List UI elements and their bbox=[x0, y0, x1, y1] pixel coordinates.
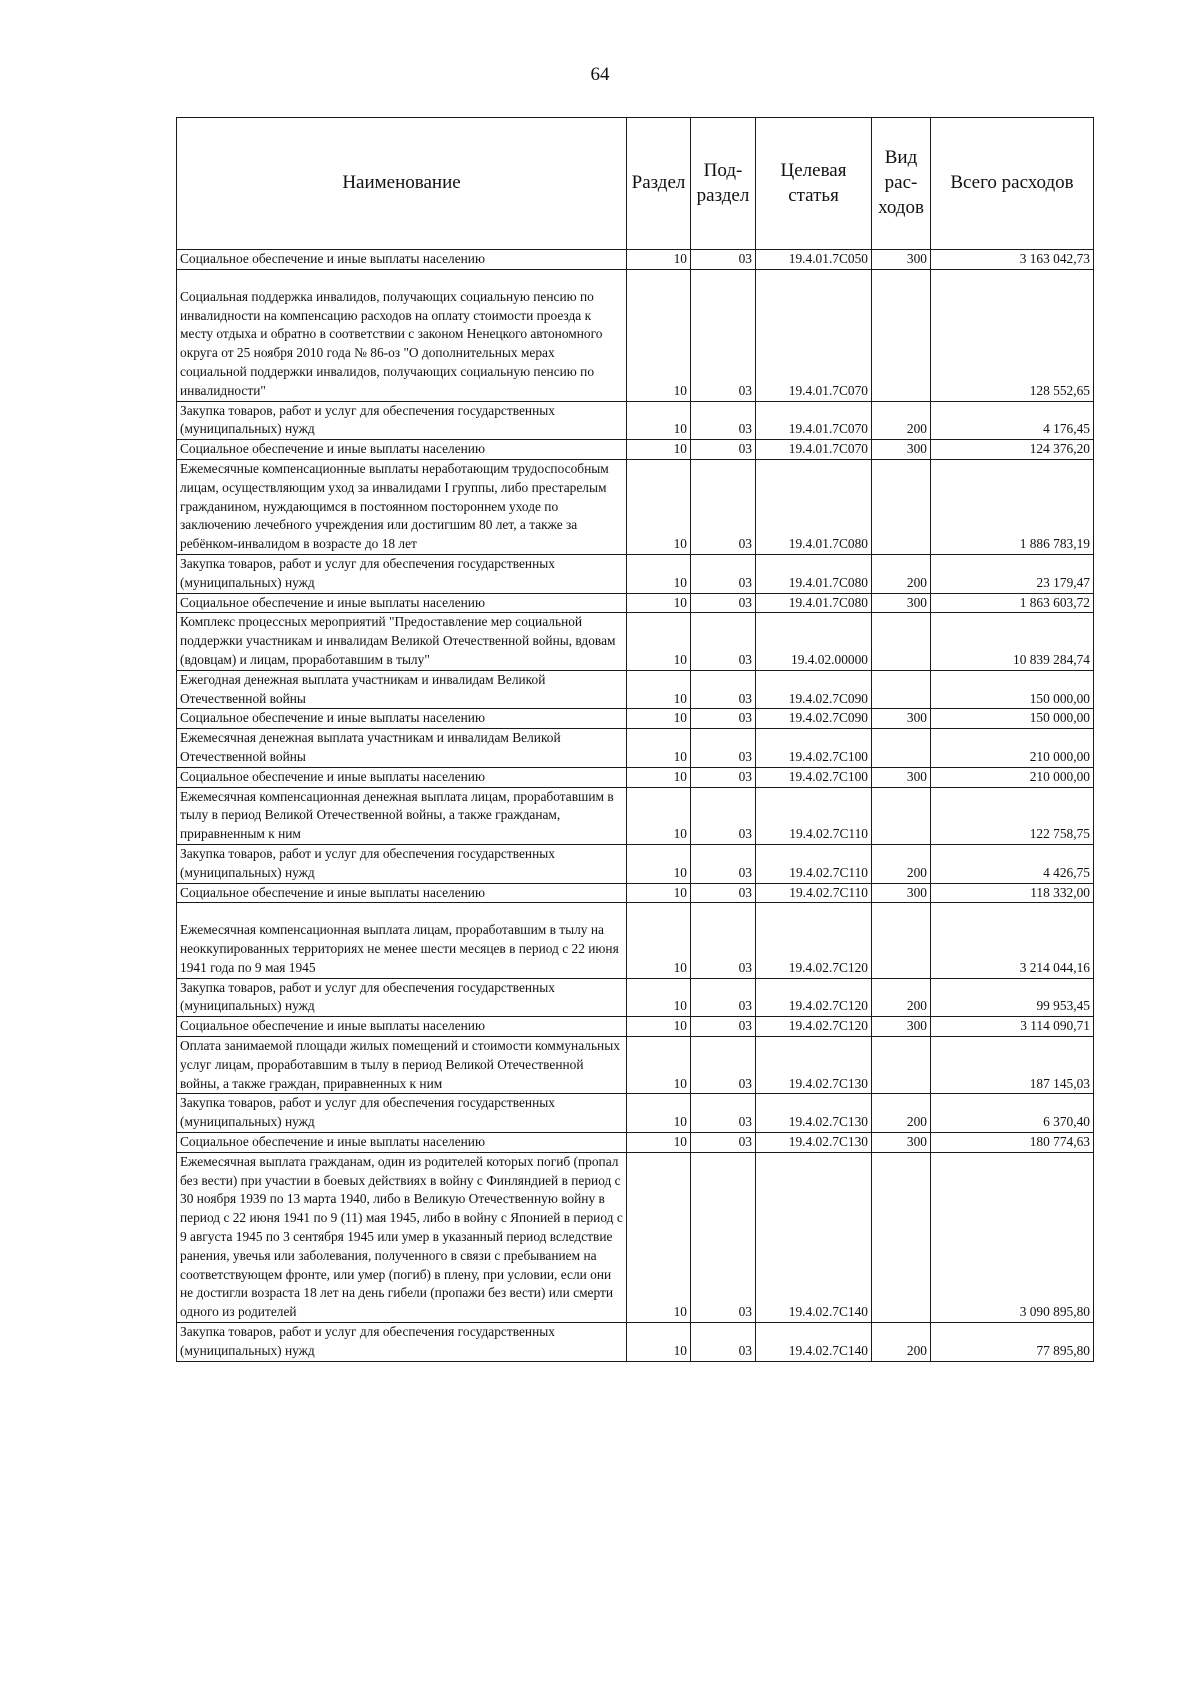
row-total: 10 839 284,74 bbox=[931, 613, 1094, 670]
row-subsection: 03 bbox=[691, 1152, 756, 1322]
row-target-article: 19.4.02.00000 bbox=[756, 613, 872, 670]
row-section: 10 bbox=[627, 593, 691, 613]
row-subsection: 03 bbox=[691, 729, 756, 768]
table-row bbox=[177, 670, 1094, 709]
row-expense-kind bbox=[872, 729, 931, 768]
row-total: 4 426,75 bbox=[931, 844, 1094, 883]
row-expense-kind: 300 bbox=[872, 1133, 931, 1153]
row-subsection: 03 bbox=[691, 440, 756, 460]
row-total: 122 758,75 bbox=[931, 787, 1094, 844]
row-total: 128 552,65 bbox=[931, 269, 1094, 401]
table-row bbox=[177, 593, 1094, 613]
row-section: 10 bbox=[627, 401, 691, 440]
row-section: 10 bbox=[627, 1094, 691, 1133]
table-header-row bbox=[177, 118, 1094, 250]
row-subsection: 03 bbox=[691, 459, 756, 554]
row-name: Социальное обеспечение и иные выплаты населению bbox=[177, 1017, 627, 1037]
row-name: Закупка товаров, работ и услуг для обеспечения государственных (муниципальных) нужд bbox=[177, 844, 627, 883]
row-section: 10 bbox=[627, 903, 691, 978]
row-total: 1 863 603,72 bbox=[931, 593, 1094, 613]
row-expense-kind bbox=[872, 269, 931, 401]
table-row bbox=[177, 1037, 1094, 1094]
row-subsection: 03 bbox=[691, 269, 756, 401]
row-subsection: 03 bbox=[691, 978, 756, 1017]
table-row bbox=[177, 1152, 1094, 1322]
row-target-article: 19.4.02.7С110 bbox=[756, 787, 872, 844]
table-row bbox=[177, 767, 1094, 787]
row-target-article: 19.4.01.7С050 bbox=[756, 250, 872, 270]
row-expense-kind: 200 bbox=[872, 1094, 931, 1133]
header-expense-kind: Вид рас-ходов bbox=[872, 118, 931, 250]
row-total: 210 000,00 bbox=[931, 767, 1094, 787]
table-row bbox=[177, 883, 1094, 903]
row-target-article: 19.4.02.7С130 bbox=[756, 1037, 872, 1094]
row-expense-kind bbox=[872, 1037, 931, 1094]
row-expense-kind: 200 bbox=[872, 401, 931, 440]
header-subsection: Под-раздел bbox=[691, 118, 756, 250]
row-expense-kind bbox=[872, 1152, 931, 1322]
row-name: Социальное обеспечение и иные выплаты населению bbox=[177, 709, 627, 729]
row-expense-kind: 300 bbox=[872, 767, 931, 787]
row-section: 10 bbox=[627, 1152, 691, 1322]
row-subsection: 03 bbox=[691, 883, 756, 903]
row-target-article: 19.4.02.7С140 bbox=[756, 1323, 872, 1362]
row-name: Ежемесячная компенсационная выплата лицам, проработавшим в тылу на неоккупированных территориях не менее шести месяцев в период с 22 июня 1941 года по 9 мая 1945 bbox=[177, 903, 627, 978]
row-total: 3 163 042,73 bbox=[931, 250, 1094, 270]
row-expense-kind: 200 bbox=[872, 844, 931, 883]
row-subsection: 03 bbox=[691, 1323, 756, 1362]
row-expense-kind bbox=[872, 459, 931, 554]
table-row bbox=[177, 1094, 1094, 1133]
row-name: Ежегодная денежная выплата участникам и инвалидам Великой Отечественной войны bbox=[177, 670, 627, 709]
row-target-article: 19.4.02.7С130 bbox=[756, 1094, 872, 1133]
header-section: Раздел bbox=[627, 118, 691, 250]
row-section: 10 bbox=[627, 1017, 691, 1037]
row-total: 118 332,00 bbox=[931, 883, 1094, 903]
row-subsection: 03 bbox=[691, 670, 756, 709]
table-row bbox=[177, 787, 1094, 844]
row-name: Закупка товаров, работ и услуг для обеспечения государственных (муниципальных) нужд bbox=[177, 401, 627, 440]
table-row bbox=[177, 250, 1094, 270]
table-row bbox=[177, 709, 1094, 729]
table-row bbox=[177, 1017, 1094, 1037]
row-total: 77 895,80 bbox=[931, 1323, 1094, 1362]
row-section: 10 bbox=[627, 844, 691, 883]
row-total: 3 090 895,80 bbox=[931, 1152, 1094, 1322]
row-expense-kind: 300 bbox=[872, 883, 931, 903]
row-subsection: 03 bbox=[691, 401, 756, 440]
row-expense-kind bbox=[872, 670, 931, 709]
row-total: 1 886 783,19 bbox=[931, 459, 1094, 554]
row-target-article: 19.4.02.7С120 bbox=[756, 1017, 872, 1037]
table-body bbox=[177, 250, 1094, 1362]
row-section: 10 bbox=[627, 787, 691, 844]
row-total: 187 145,03 bbox=[931, 1037, 1094, 1094]
row-target-article: 19.4.02.7С100 bbox=[756, 767, 872, 787]
row-subsection: 03 bbox=[691, 844, 756, 883]
page-number: 64 bbox=[590, 64, 610, 85]
row-section: 10 bbox=[627, 1323, 691, 1362]
row-target-article: 19.4.02.7С120 bbox=[756, 978, 872, 1017]
table-row bbox=[177, 554, 1094, 593]
row-total: 150 000,00 bbox=[931, 670, 1094, 709]
row-expense-kind: 200 bbox=[872, 978, 931, 1017]
row-expense-kind: 300 bbox=[872, 1017, 931, 1037]
row-name: Комплекс процессных мероприятий "Предоставление мер социальной поддержки участникам и инвалидам Великой Отечественной войны, вдовам (вдовцам) и лицам, проработавшим в тылу" bbox=[177, 613, 627, 670]
row-total: 3 214 044,16 bbox=[931, 903, 1094, 978]
table-row bbox=[177, 729, 1094, 768]
header-total: Всего расходов bbox=[931, 118, 1094, 250]
row-subsection: 03 bbox=[691, 767, 756, 787]
row-subsection: 03 bbox=[691, 1133, 756, 1153]
row-name: Закупка товаров, работ и услуг для обеспечения государственных (муниципальных) нужд bbox=[177, 978, 627, 1017]
row-section: 10 bbox=[627, 883, 691, 903]
row-subsection: 03 bbox=[691, 787, 756, 844]
row-subsection: 03 bbox=[691, 1037, 756, 1094]
row-total: 6 370,40 bbox=[931, 1094, 1094, 1133]
row-section: 10 bbox=[627, 1037, 691, 1094]
row-name: Оплата занимаемой площади жилых помещений и стоимости коммунальных услуг лицам, проработавшим в тылу в период Великой Отечественной войны, а также граждан, приравненных к ним bbox=[177, 1037, 627, 1094]
row-target-article: 19.4.02.7С120 bbox=[756, 903, 872, 978]
row-total: 150 000,00 bbox=[931, 709, 1094, 729]
table-row bbox=[177, 1133, 1094, 1153]
row-target-article: 19.4.02.7С090 bbox=[756, 670, 872, 709]
row-subsection: 03 bbox=[691, 250, 756, 270]
row-total: 23 179,47 bbox=[931, 554, 1094, 593]
row-section: 10 bbox=[627, 613, 691, 670]
budget-table bbox=[176, 117, 1094, 1362]
row-expense-kind: 300 bbox=[872, 250, 931, 270]
table-row bbox=[177, 459, 1094, 554]
row-total: 3 114 090,71 bbox=[931, 1017, 1094, 1037]
row-name: Ежемесячные компенсационные выплаты неработающим трудоспособным лицам, осуществляющим уход за инвалидами I группы, либо престарелым гражданином, нуждающимся в постоянном постороннем уходе по заключению лечебного учреждения или достигшим 80 лет, а также за ребёнком-инвалидом в возрасте до 18 лет bbox=[177, 459, 627, 554]
row-expense-kind bbox=[872, 613, 931, 670]
row-name: Закупка товаров, работ и услуг для обеспечения государственных (муниципальных) нужд bbox=[177, 554, 627, 593]
row-section: 10 bbox=[627, 459, 691, 554]
row-target-article: 19.4.02.7С100 bbox=[756, 729, 872, 768]
row-section: 10 bbox=[627, 729, 691, 768]
row-section: 10 bbox=[627, 250, 691, 270]
table-row bbox=[177, 401, 1094, 440]
table-row bbox=[177, 269, 1094, 401]
row-name: Ежемесячная компенсационная денежная выплата лицам, проработавшим в тылу в период Великой Отечественной войны, а также гражданам, приравненным к ним bbox=[177, 787, 627, 844]
row-name: Закупка товаров, работ и услуг для обеспечения государственных (муниципальных) нужд bbox=[177, 1323, 627, 1362]
row-name: Социальное обеспечение и иные выплаты населению bbox=[177, 1133, 627, 1153]
row-target-article: 19.4.02.7С140 bbox=[756, 1152, 872, 1322]
row-section: 10 bbox=[627, 709, 691, 729]
row-subsection: 03 bbox=[691, 593, 756, 613]
row-target-article: 19.4.02.7С130 bbox=[756, 1133, 872, 1153]
table-row bbox=[177, 1323, 1094, 1362]
row-name: Социальное обеспечение и иные выплаты населению bbox=[177, 593, 627, 613]
row-expense-kind: 300 bbox=[872, 709, 931, 729]
row-name: Ежемесячная денежная выплата участникам и инвалидам Великой Отечественной войны bbox=[177, 729, 627, 768]
row-subsection: 03 bbox=[691, 613, 756, 670]
table-row bbox=[177, 613, 1094, 670]
row-section: 10 bbox=[627, 978, 691, 1017]
row-total: 99 953,45 bbox=[931, 978, 1094, 1017]
row-name: Социальное обеспечение и иные выплаты населению bbox=[177, 250, 627, 270]
row-section: 10 bbox=[627, 767, 691, 787]
row-target-article: 19.4.01.7С070 bbox=[756, 440, 872, 460]
row-target-article: 19.4.01.7С080 bbox=[756, 593, 872, 613]
row-total: 180 774,63 bbox=[931, 1133, 1094, 1153]
row-subsection: 03 bbox=[691, 1094, 756, 1133]
row-expense-kind: 300 bbox=[872, 593, 931, 613]
row-section: 10 bbox=[627, 440, 691, 460]
row-subsection: 03 bbox=[691, 554, 756, 593]
row-section: 10 bbox=[627, 269, 691, 401]
row-expense-kind: 200 bbox=[872, 1323, 931, 1362]
row-expense-kind bbox=[872, 787, 931, 844]
row-subsection: 03 bbox=[691, 903, 756, 978]
row-expense-kind: 300 bbox=[872, 440, 931, 460]
row-target-article: 19.4.01.7С070 bbox=[756, 269, 872, 401]
row-target-article: 19.4.02.7С090 bbox=[756, 709, 872, 729]
table-row bbox=[177, 440, 1094, 460]
row-subsection: 03 bbox=[691, 709, 756, 729]
row-section: 10 bbox=[627, 1133, 691, 1153]
table-row bbox=[177, 844, 1094, 883]
header-target-article: Целевая статья bbox=[756, 118, 872, 250]
header-name: Наименование bbox=[177, 118, 627, 250]
row-total: 124 376,20 bbox=[931, 440, 1094, 460]
row-total: 210 000,00 bbox=[931, 729, 1094, 768]
row-target-article: 19.4.01.7С080 bbox=[756, 459, 872, 554]
row-total: 4 176,45 bbox=[931, 401, 1094, 440]
row-expense-kind bbox=[872, 903, 931, 978]
row-name: Социальное обеспечение и иные выплаты населению bbox=[177, 440, 627, 460]
row-subsection: 03 bbox=[691, 1017, 756, 1037]
row-name: Ежемесячная выплата гражданам, один из родителей которых погиб (пропал без вести) при участии в боевых действиях в войну с Финляндией в период с 30 ноября 1939 по 13 марта 1940, либо в Великую Отечественную войну в период с 22 июня 1941 по 9 (11) мая 1945, либо в войну с Японией в период с 9 августа 1945 по 3 сентября 1945 или умер в указанный период вследствие ранения, увечья или заболевания, полученного в связи с пребыванием на соответствующем фронте, или умер (погиб) в плену, при условии, если они не достигли возраста 18 лет на день гибели (пропажи без вести) или смерти одного из родителей bbox=[177, 1152, 627, 1322]
row-section: 10 bbox=[627, 670, 691, 709]
row-target-article: 19.4.01.7С080 bbox=[756, 554, 872, 593]
row-expense-kind: 200 bbox=[872, 554, 931, 593]
row-name: Социальное обеспечение и иные выплаты населению bbox=[177, 767, 627, 787]
table-row bbox=[177, 978, 1094, 1017]
row-target-article: 19.4.02.7С110 bbox=[756, 883, 872, 903]
row-name: Закупка товаров, работ и услуг для обеспечения государственных (муниципальных) нужд bbox=[177, 1094, 627, 1133]
row-name: Социальная поддержка инвалидов, получающих социальную пенсию по инвалидности на компенсацию расходов на оплату стоимости проезда к месту отдыха и обратно в соответствии с законом Ненецкого автономного округа от 25 ноября 2010 года № 86-оз "О дополнительных мерах социальной поддержки инвалидов, получающих социальную пенсию по инвалидности" bbox=[177, 269, 627, 401]
row-name: Социальное обеспечение и иные выплаты населению bbox=[177, 883, 627, 903]
row-target-article: 19.4.01.7С070 bbox=[756, 401, 872, 440]
row-section: 10 bbox=[627, 554, 691, 593]
row-target-article: 19.4.02.7С110 bbox=[756, 844, 872, 883]
table-row bbox=[177, 903, 1094, 978]
